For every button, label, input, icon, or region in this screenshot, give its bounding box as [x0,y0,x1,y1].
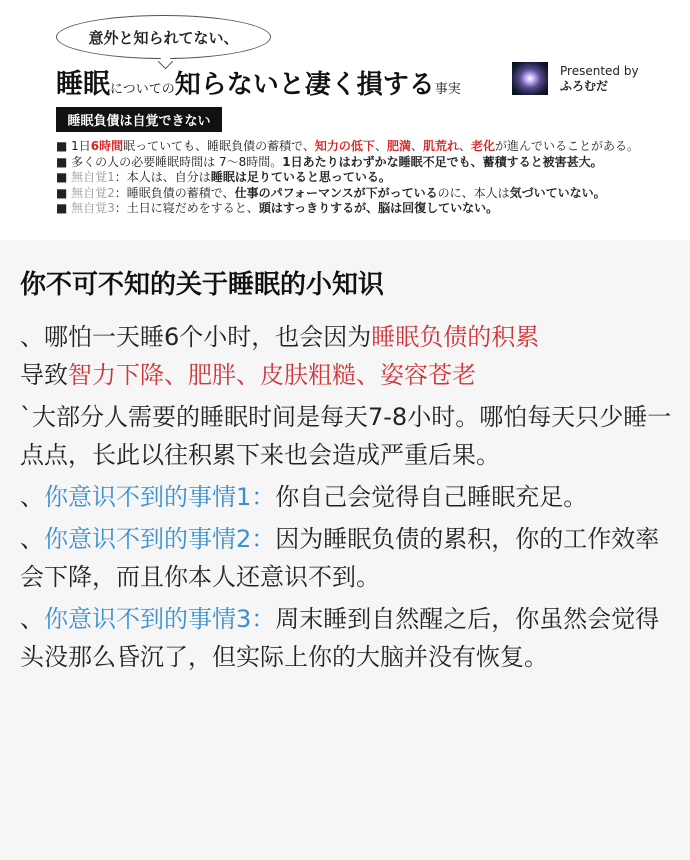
paragraph-5 [20,600,680,676]
paragraph-2: `大部分人需要的睡眠时间是每天7-8小时。哪怕每天只少睡一点点，长此以往积累下来也会造成严重后果。 [20,403,672,469]
jp-text: 無自覚2 [71,185,115,200]
jp-line-3 [56,170,656,186]
jp-text: 、 [410,139,423,153]
jp-text: 、 [374,139,387,153]
jp-line-5 [56,201,656,217]
galaxy-icon [512,62,548,95]
p-text: 周末睡到自然醒之后，你虽然会觉得头没那么昏沉了，但实际上你的大脑并没有恢复。 [20,605,660,671]
p-text: 、 [20,525,44,553]
paragraph-3 [20,478,680,516]
jp-line-4 [56,186,656,202]
chinese-article [20,268,680,680]
paragraph-4 [20,520,680,596]
jp-text: 老化 [471,139,496,153]
p-highlight: 睡眠负债的积累 [371,323,540,351]
p-text: 、哪怕一天睡6个小时，也会因为 [20,323,372,351]
jp-text: 知力の低下 [314,139,375,153]
title-part-4: 事実 [434,82,461,97]
paragraph-1 [20,318,680,394]
jp-text: が進んでいることがある。 [495,139,640,153]
jp-text: ：睡眠負債の蓄積で、 [114,185,235,200]
jp-text: 頭はすっきりするが、脳は回復していない。 [258,201,499,215]
title-part-3: 知らないと凄く損する [174,70,435,100]
jp-line-1 [56,139,656,155]
header-image-panel [0,0,690,240]
author-name: ふろむだ [560,79,609,93]
p-text: 导致 [20,361,68,389]
title-part-1: 睡眠 [56,69,110,100]
jp-text: 無自覚1 [71,170,115,184]
p-text: 、 [20,605,44,633]
p-highlight: 智力下降、肥胖、皮肤粗糙、姿容苍老 [68,361,476,389]
header-title [56,62,461,101]
jp-text: のに、本人は [437,185,510,200]
section-badge: 睡眠負債は自覚できない [56,107,222,132]
article-title: 你不可不知的关于睡眠的小知识 [20,270,385,300]
jp-line-2 [56,155,656,171]
jp-text: 肥満 [386,139,411,153]
jp-text: 、 [459,139,472,153]
p-label: 你意识不到的事情1： [44,483,276,511]
jp-text: 気づいていない。 [509,185,606,200]
presented-by-block [560,64,639,94]
bubble-text: 意外と知られてない、 [88,28,239,47]
jp-text: ：土日に寝だめをすると、 [114,201,259,215]
jp-text: ■ [56,185,72,200]
p-text: 因为睡眠负债的累积，你的工作效率会下降，而且你本人还意识不到。 [20,525,660,591]
jp-text: ■ 1日 [56,139,91,153]
speech-bubble [56,15,271,59]
p-label: 你意识不到的事情2： [44,525,276,553]
jp-text: 睡眠は足りていると思っている。 [210,170,391,184]
jp-text: 仕事のパフォーマンスが下がっている [234,185,438,200]
japanese-bullets [56,139,656,217]
title-part-2: についての [110,82,175,97]
jp-text: ：本人は、自分は [114,170,211,184]
jp-text: 無自覚3 [71,201,115,215]
jp-text: ■ [56,201,72,215]
jp-text: 眠っていても、睡眠負債の蓄積で、 [123,139,315,153]
jp-text: 1日あたりはわずかな睡眠不足でも、蓄積すると被害甚大。 [282,154,603,169]
p-text: 、 [20,483,44,511]
presented-by-label: Presented by [560,64,639,78]
jp-text: ■ 多くの人の必要睡眠時間は 7～8時間。 [56,154,283,169]
jp-text: 6時間 [90,139,124,153]
jp-text: ■ [56,170,72,184]
p-text: 你自己会觉得自己睡眠充足。 [275,483,588,511]
p-label: 你意识不到的事情3： [44,605,276,633]
jp-text: 肌荒れ [422,139,459,153]
